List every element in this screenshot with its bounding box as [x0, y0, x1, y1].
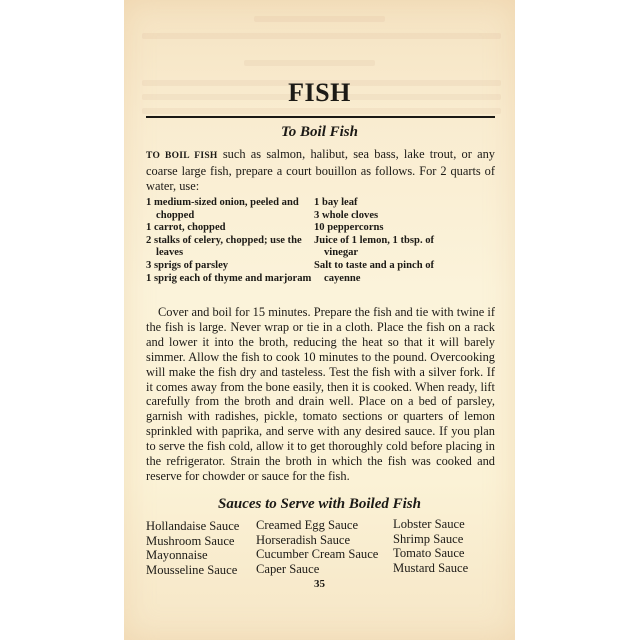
ingredient-item: Salt to taste and a pinch of cayenne — [314, 259, 435, 284]
sauce-item: Creamed Egg Sauce — [256, 518, 359, 532]
intro-lead: TO BOIL FISH — [146, 151, 218, 161]
instructions-paragraph: Cover and boil for 15 minutes. Prepare the fish and tie with twine if the fish is large. Never wrap or tie in a cloth. Place the fish on a rack and lower it into the broth, reducing the heat so that it will barely simmer. Allow the fish to cook 10 minutes to the pound. Overcooking will make the fish dry and tasteless. Test the fish with a silver fork. If it comes away from the bone easily, then it is cooked. When ready, lift carefully from the broth and drain well. Place on a bed of parsley, garnish with radishes, pickle, tomato sections or quarters of lemon sprinkled with paprika, and serve with any desired sauce. If you plan to serve the fish cold, allow it to get thoroughly cold before placing in the refrigerator. Strain the broth in which the fish was cooked and reserve for chowder or sauce for the fish. — [146, 305, 495, 483]
ingredient-item: 3 whole cloves — [314, 209, 379, 221]
sauce-item: Mustard Sauce — [393, 560, 469, 575]
sauces-column-2 — [256, 518, 393, 577]
section-heading: To Boil Fish — [281, 124, 358, 140]
title-rule — [146, 116, 495, 118]
sauces-list — [146, 519, 495, 577]
intro-text: such as salmon, halibut, sea bass, lake trout, or any coarse large fish, prepare a court bouillon as follows. For 2 quarts of water, use: — [146, 147, 495, 193]
page-number: 35 — [314, 578, 325, 590]
bleed-through-text — [142, 33, 501, 39]
ingredient-item: 10 peppercorns — [314, 222, 384, 234]
sauces-column-3 — [393, 517, 468, 577]
ingredients-left-column — [146, 197, 321, 285]
ingredient-item: 1 bay leaf — [314, 197, 358, 208]
bleed-through-text — [244, 60, 375, 66]
intro-paragraph — [146, 147, 495, 194]
sauce-item: Shrimp Sauce — [393, 531, 464, 546]
bleed-through-text — [142, 108, 501, 114]
ingredient-item: 2 stalks of celery, chopped; use the leaves — [146, 234, 302, 259]
ingredient-item: 1 medium-sized onion, peeled and chopped — [146, 197, 299, 221]
sauces-column-1 — [146, 519, 256, 577]
sauce-item: Caper Sauce — [256, 561, 320, 576]
ingredients-right-column — [314, 197, 464, 285]
sauce-item: Mayonnaise — [146, 548, 208, 563]
chapter-title: FISH — [288, 78, 351, 107]
ingredient-item: 1 carrot, chopped — [146, 222, 226, 234]
sauce-item: Hollandaise Sauce — [146, 519, 240, 533]
sauce-item: Lobster Sauce — [393, 517, 465, 531]
ingredient-item: 1 sprig each of thyme and marjoram — [146, 272, 312, 284]
sauce-item: Cucumber Cream Sauce — [256, 547, 379, 562]
bleed-through-text — [254, 16, 385, 22]
sauce-item: Tomato Sauce — [393, 546, 465, 561]
book-page — [124, 0, 515, 640]
sauce-item: Mushroom Sauce — [146, 533, 235, 548]
sauce-item: Mousseline Sauce — [146, 562, 238, 577]
ingredient-item: 3 sprigs of parsley — [146, 259, 229, 271]
sauces-heading: Sauces to Serve with Boiled Fish — [218, 496, 421, 512]
sauce-item: Horseradish Sauce — [256, 532, 351, 547]
ingredient-item: Juice of 1 lemon, 1 tbsp. of vinegar — [314, 234, 435, 259]
